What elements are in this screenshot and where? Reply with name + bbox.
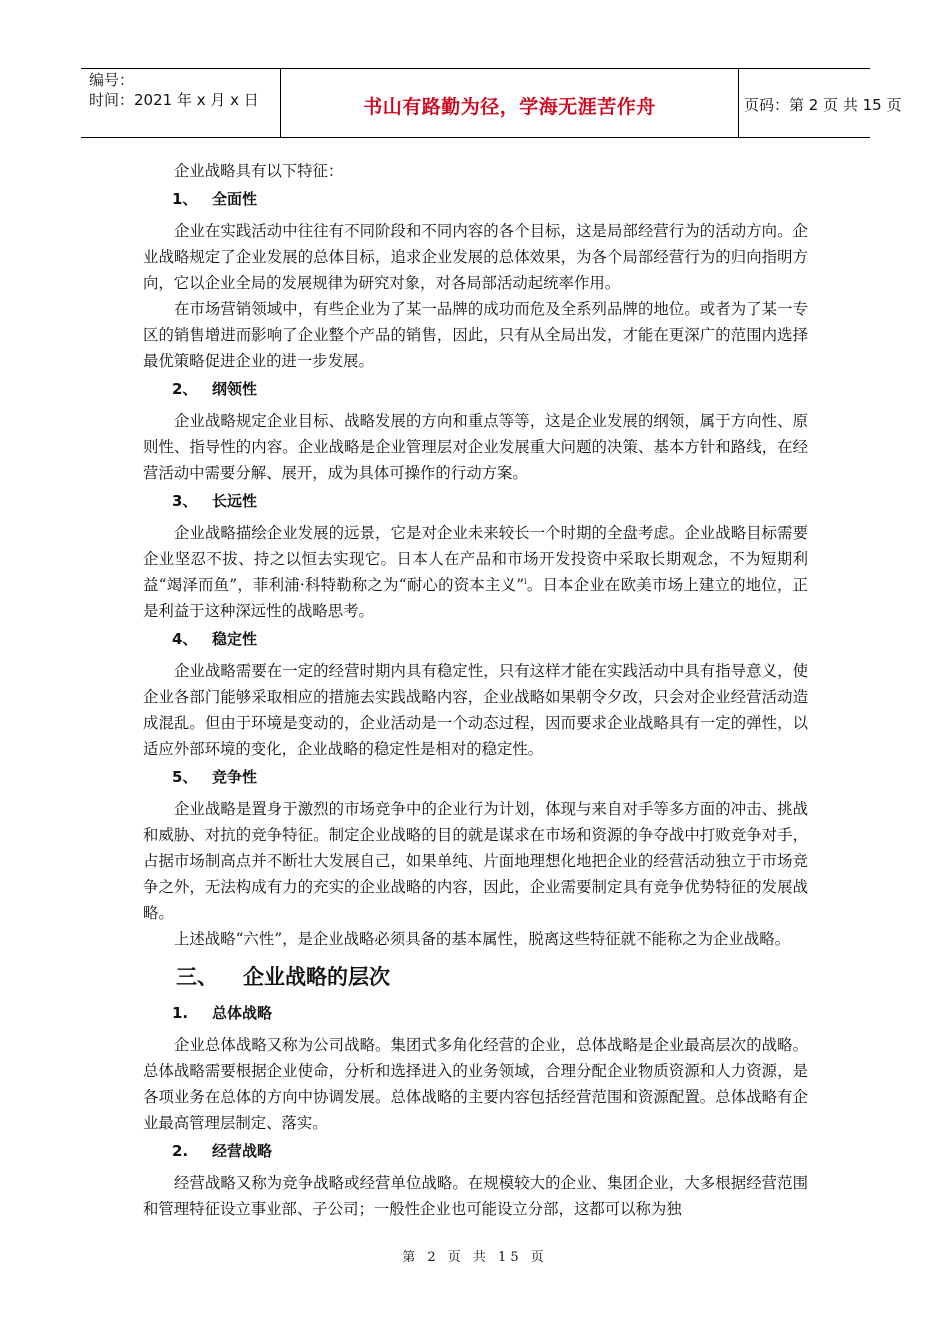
heading-number: 3、	[172, 492, 198, 510]
heading-title: 纲领性	[212, 380, 258, 398]
heading-number: 5、	[172, 768, 198, 786]
paragraph: 企业在实践活动中往往有不同阶段和不同内容的各个目标，这是局部经营行为的活动方向。企业战略规定了企业发展的总体目标，追求企业发展的总体效果，为各个局部经营行为的归向指明方向，它以企业全局的发展规律为研究对象，对各局部活动起统率作用。	[143, 222, 808, 292]
header-meta-cell	[81, 69, 280, 137]
header-motto-cell	[280, 69, 739, 137]
paragraph: 上述战略“六性”，是企业战略必须具备的基本属性，脱离这些特征就不能称之为企业战略。	[174, 930, 790, 948]
heading-title: 稳定性	[212, 630, 258, 648]
header-page-code: 页码：第 2 页 共 15 页	[744, 96, 902, 114]
paragraph: 企业战略需要在一定的经营时期内具有稳定性，只有这样才能在实践活动中具有指导意义，使企业各部门能够采取相应的措施去实践战略内容，企业战略如果朝令夕改，只会对企业经营活动造成混乱。但由于环境是变动的，企业活动是一个动态过程，因而要求企业战略具有一定的弹性，以适应外部环境的变化，企业战略的稳定性是相对的稳定性。	[143, 662, 808, 758]
heading-number: 1、	[172, 190, 198, 208]
paragraph: 企业战略规定企业目标、战略发展的方向和重点等等，这是企业发展的纲领，属于方向性、原则性、指导性的内容。企业战略是企业管理层对企业发展重大问题的决策、基本方针和路线，在经营活动中需要分解、展开，成为具体可操作的行动方案。	[143, 412, 808, 482]
heading-number: 4、	[172, 630, 198, 648]
page-footer: 第 2 页 共 15 页	[402, 1250, 548, 1265]
section-heading-5	[172, 764, 808, 790]
heading-title: 全面性	[212, 190, 258, 208]
heading-title: 经营战略	[212, 1142, 273, 1160]
heading-number: 2、	[172, 380, 198, 398]
paragraph: 企业总体战略又称为公司战略。集团式多角化经营的企业，总体战略是企业最高层次的战略。总体战略需要根据企业使命，分析和选择进入的业务领域，合理分配企业物质资源和人力资源，是各项业务在总体的方向中协调发展。总体战略的主要内容包括经营范围和资源配置。总体战略有企业最高管理层制定、落实。	[143, 1036, 808, 1132]
section-heading-1	[172, 186, 808, 212]
paragraph: 经营战略又称为竞争战略或经营单位战略。在规模较大的企业、集团企业，大多根据经营范围和管理特征设立事业部、子公司；一般性企业也可能设立分部，这都可以称为独	[143, 1174, 808, 1218]
section-heading-3	[172, 488, 808, 514]
page-header	[81, 68, 902, 138]
heading-title: 长远性	[212, 492, 258, 510]
heading-number: 2.	[172, 1142, 189, 1160]
heading-title: 总体战略	[212, 1004, 273, 1022]
paragraph-text: 企业战略描绘企业发展的远景，它是对企业未来较长一个时期的全盘考虑。企业战略目标需要企业坚忍不拔、持之以恒去实现它。日本人在产品和市场开发投资中采取长期观念，不为短期利益“竭泽而鱼”，菲利浦·科特勒称之为“耐心的资本主义”	[143, 524, 808, 594]
subsection-heading-1	[172, 1000, 808, 1026]
heading-number: 三、	[176, 965, 218, 989]
section-heading-4	[172, 626, 808, 652]
chapter-heading	[176, 962, 808, 992]
footnote-mark[interactable]: i	[524, 576, 527, 586]
heading-title: 企业战略的层次	[243, 965, 390, 989]
subsection-heading-2	[172, 1138, 808, 1164]
paragraph: 企业战略是置身于激烈的市场竞争中的企业行为计划，体现与来自对手等多方面的冲击、挑战和威胁、对抗的竞争特征。制定企业战略的目的就是谋求在市场和资源的争夺战中打败竞争对手，占据市场制高点并不断壮大发展自己，如果单纯、片面地理想化地把企业的经营活动独立于市场竞争之外，无法构成有力的充实的企业战略的内容，因此，企业需要制定具有竞争优势特征的发展战略。	[143, 800, 808, 922]
document-date: 时间：2021 年 x 月 x 日	[89, 91, 259, 109]
document-number-label: 编号：	[89, 71, 135, 89]
document-body	[143, 158, 808, 1222]
heading-number: 1.	[172, 1004, 189, 1022]
paragraph: 在市场营销领域中，有些企业为了某一品牌的成功而危及全系列品牌的地位。或者为了某一专区的销售增进而影响了企业整个产品的销售，因此，只有从全局出发，才能在更深广的范围内选择最优策略促进企业的进一步发展。	[143, 300, 808, 370]
section-heading-2	[172, 376, 808, 402]
intro-paragraph: 企业战略具有以下特征：	[174, 162, 344, 180]
paragraph-text: 。日本企业在欧美市场上建立的地位，正是利益于这种深远性的战略思考。	[143, 576, 808, 620]
paragraph	[143, 520, 808, 624]
header-page-cell	[738, 69, 902, 137]
header-motto: 书山有路勤为径，学海无涯苦作舟	[363, 96, 656, 118]
heading-title: 竞争性	[212, 768, 258, 786]
